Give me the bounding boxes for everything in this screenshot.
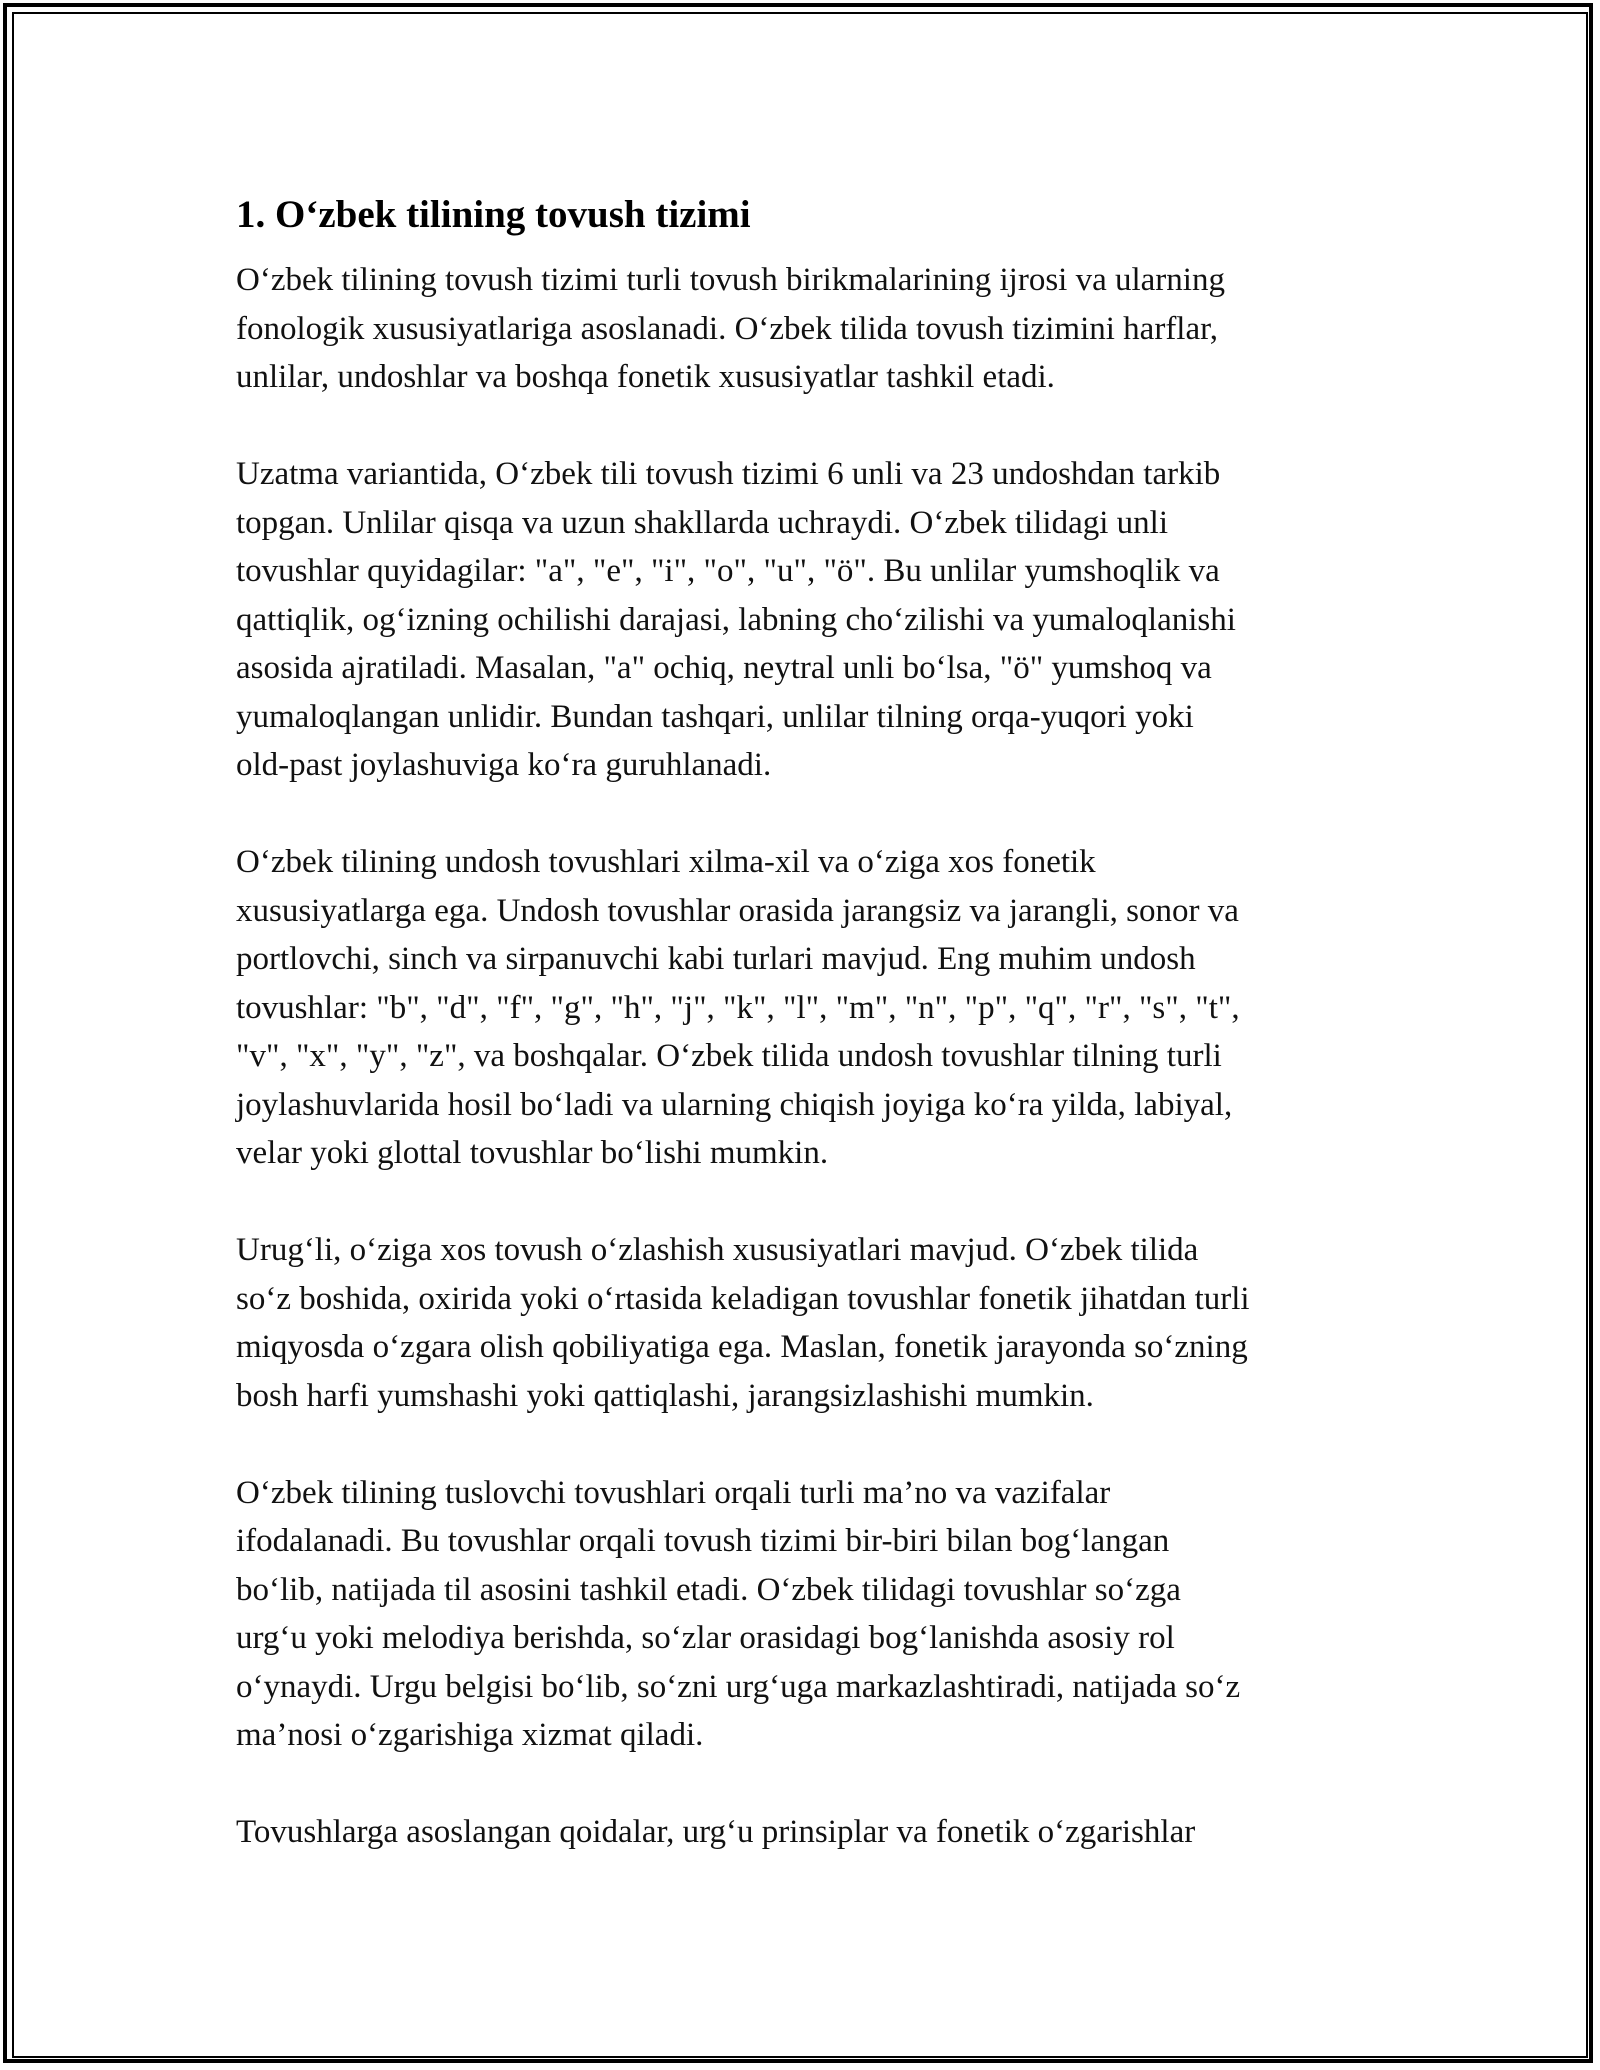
paragraph-rules: Tovushlarga asoslangan qoidalar, urg‘u prinsiplar va fonetik o‘zgarishlar: [236, 1814, 1196, 1850]
paragraph-stress: O‘zbek tilining tuslovchi tovushlari orqali turli ma’no va vazifalar ifodalanadi. Bu tovushlar orqali tovush tizimi bir-biri bilan bog‘langan bo‘lib, natijada til asosini tashkil etadi. O‘zbek tilidagi tovushlar so‘zga urg‘u yoki melodiya berishda, so‘zlar orasidagi bog‘lanishda asosiy rol o‘ynaydi. Urgu belgisi bo‘lib, so‘zni urg‘uga markazlashtiradi, natijada so‘z ma’nosi o‘zgarishiga xizmat qiladi.: [236, 1474, 1241, 1753]
paragraph-vowels: Uzatma variantida, O‘zbek tili tovush tizimi 6 unli va 23 undoshdan tarkib topgan. Unlilar qisqa va uzun shakllarda uchraydi. O‘zbek tilidagi unli tovushlar quyidagilar: "a", "e", "i", "o", "u", "ö". Bu unlilar yumshoqlik va qattiqlik, og‘izning ochilishi darajasi, labning cho‘zilishi va yumaloqlanishi asosida ajratiladi. Masalan, "a" ochiq, neytral unli bo‘lsa, "ö" yumshoq va yumaloqlangan unlidir. Bundan tashqari, unlilar tilning orqa-yuqori yoki old-past joylashuviga ko‘ra guruhlanadi.: [236, 456, 1236, 783]
paragraph-consonants: O‘zbek tilining undosh tovushlari xilma-xil va o‘ziga xos fonetik xususiyatlarga ega. Undosh tovushlar orasida jarangsiz va jarangli, sonor va portlovchi, sinch va sirpanuvchi kabi turlari mavjud. Eng muhim undosh tovushlar: "b", "d", "f", "g", "h", "j", "k", "l", "m", "n", "p", "q", "r", "s", "t", "v", "x", "y", "z", va boshqalar. O‘zbek tilida undosh tovushlar tilning turli joylashuvlarida hosil bo‘ladi va ularning chiqish joyiga ko‘ra yilda, labiyal, velar yoki glottal tovushlar bo‘lishi mumkin.: [236, 844, 1240, 1171]
paragraph-sound-changes: Urug‘li, o‘ziga xos tovush o‘zlashish xususiyatlari mavjud. O‘zbek tilida so‘z boshida, oxirida yoki o‘rtasida keladigan tovushlar fonetik jihatdan turli miqyosda o‘zgara olish qobiliyatiga ega. Maslan, fonetik jarayonda so‘zning bosh harfi yumshashi yoki qattiqlashi, jarangsizlashishi mumkin.: [236, 1232, 1250, 1414]
section-heading: 1. O‘zbek tilining tovush tizimi: [236, 193, 751, 236]
document-body: [236, 182, 1396, 1905]
paragraph-intro: O‘zbek tilining tovush tizimi turli tovush birikmalarining ijrosi va ularning fonologik xususiyatlariga asoslanadi. O‘zbek tilida tovush tizimini harflar, unlilar, undoshlar va boshqa fonetik xususiyatlar tashkil etadi.: [236, 262, 1225, 395]
